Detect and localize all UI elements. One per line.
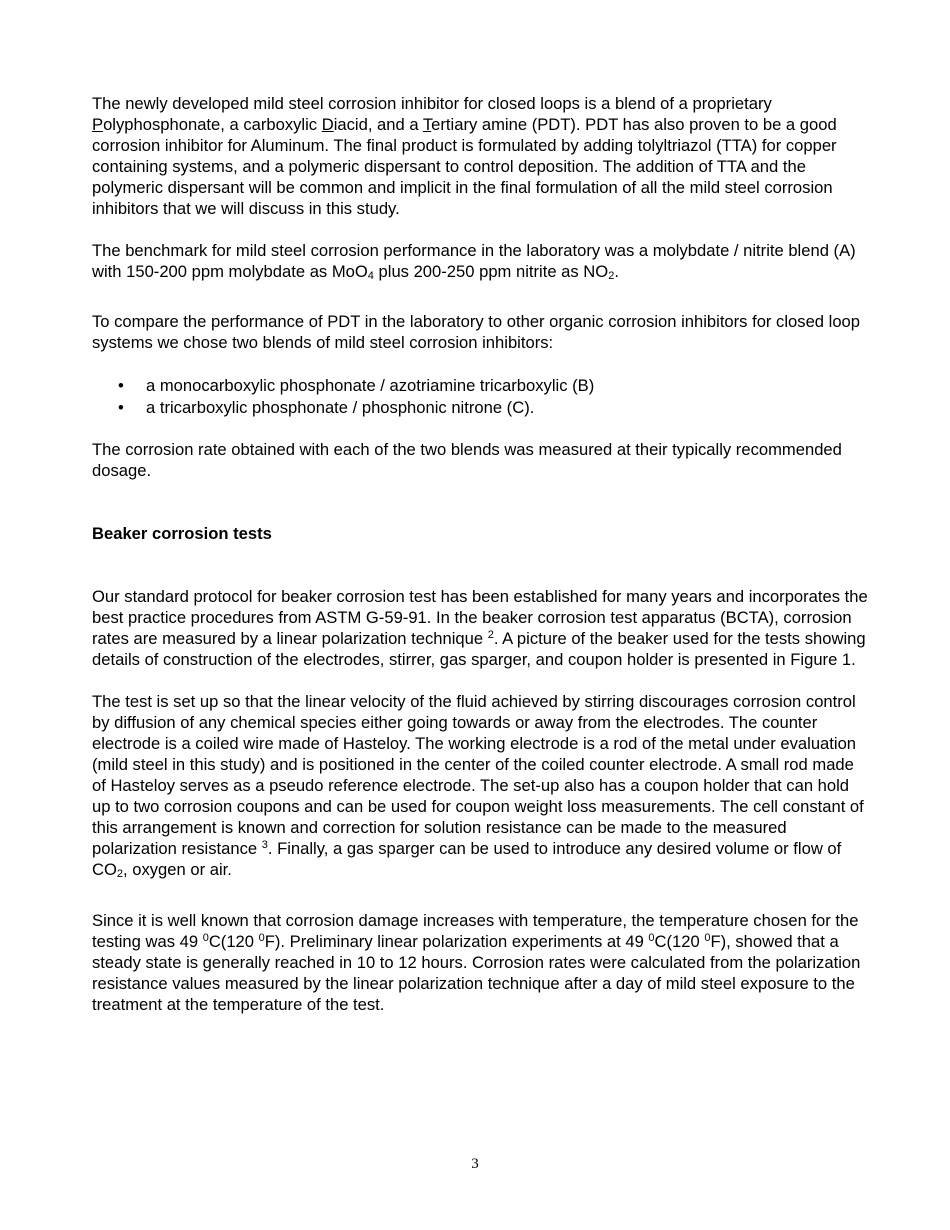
bullet-icon: • (118, 398, 124, 417)
list-item: • a tricarboxylic phosphonate / phosphonic nitrone (C). (118, 398, 535, 417)
paragraph-comparison: To compare the performance of PDT in the laboratory to other organic corrosion inhibitors for closed loop systems we chose two blends of mild steel corrosion inhibitors: (92, 312, 861, 352)
list-item: • a monocarboxylic phosphonate / azotriamine tricarboxylic (B) (118, 376, 595, 395)
paragraph-temperature: Since it is well known that corrosion damage increases with temperature, the temperature chosen for the testing was 49 $^0$C(120 $^0$F). Preliminary linear polarization experiments at 49 $^0$C(120 $^0$F), showed that a steady state is generally reached in 10 to 12 hours. Corrosion rates were calculated from the polarization resistance values measured by the linear polarization technique after a day of mild steel exposure to the treatment at the temperature of the test. (92, 911, 861, 1014)
bullet-icon: • (118, 376, 124, 395)
section-heading: Beaker corrosion tests (92, 524, 272, 543)
page-number: 3 (471, 1156, 479, 1172)
paragraph-benchmark: The benchmark for mild steel corrosion performance in the laboratory was a molybdate / nitrite blend (A) with 150-200 ppm molybdate as MoO$_4$ plus 200-250 ppm nitrite as $NO_2$. (92, 241, 856, 282)
paragraph-corrosion-rate: The corrosion rate obtained with each of the two blends was measured at their typically recommended dosage. (92, 440, 842, 480)
inhibitor-blend-list (92, 375, 872, 419)
paragraph-protocol: Our standard protocol for beaker corrosion test has been established for many years and incorporates the best practice procedures from ASTM G-59-91. In the beaker corrosion test apparatus (BCTA), corrosion rates are measured by a linear polarization technique $^2$. A picture of the beaker used for the tests showing details of construction of the electrodes, stirrer, gas sparger, and coupon holder is presented in Figure 1. (92, 587, 868, 669)
paragraph-pdt-intro: The newly developed mild steel corrosion inhibitor for closed loops is a blend of a proprietary Polyphosphonate, a carboxylic Diacid, and a Tertiary amine (PDT). PDT has also proven to be a good corrosion inhibitor for Aluminum. The final product is formulated by adding tolyltriazol (TTA) for copper containing systems, and a polymeric dispersant to control deposition. The addition of TTA and the polymeric dispersant will be common and implicit in the final formulation of all the mild steel corrosion inhibitors that we will discuss in this study. (92, 94, 837, 218)
paragraph-test-setup: The test is set up so that the linear velocity of the fluid achieved by stirring discourages corrosion control by diffusion of any chemical species either going towards or away from the electrodes. The counter electrode is a coiled wire made of Hasteloy. The working electrode is a rod of the metal under evaluation (mild steel in this study) and is positioned in the center of the coiled counter electrode. A small rod made of Hasteloy serves as a pseudo reference electrode. The set-up also has a coupon holder that can hold up to two corrosion coupons and can be used for coupon weight loss measurements. The cell constant of this arrangement is known and correction for solution resistance can be made to the measured polarization resistance $^3$. Finally, a gas sparger can be used to introduce any desired volume or flow of $CO_2$, oxygen or air. (92, 692, 864, 880)
document-body (92, 93, 872, 1015)
